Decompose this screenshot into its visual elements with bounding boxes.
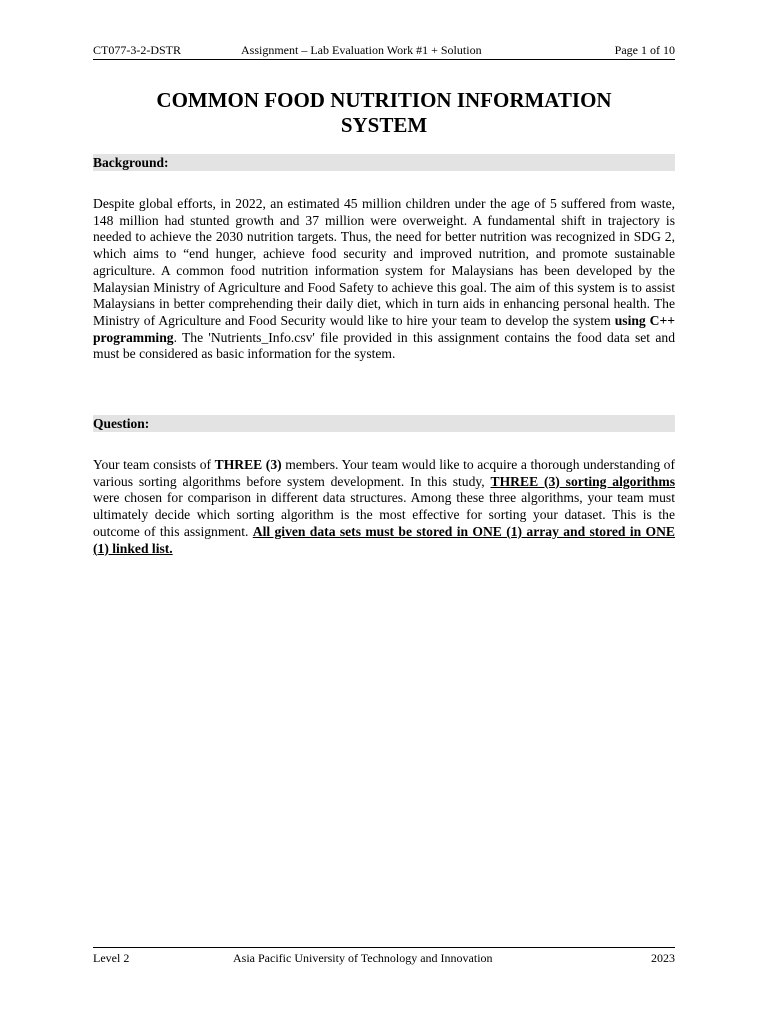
- question-emphasis-b: All given data sets must be stored in ONE (1) array and stored in ONE (1) linked list.: [93, 523, 675, 556]
- page-header: [93, 42, 675, 60]
- footer-level: Level 2: [93, 951, 130, 965]
- background-text-a: Despite global efforts, in 2022, an estimated 45 million children under the age of 5 suffered from waste, 148 million had stunted growth and 37 million were overweight. A fundamental shift in trajectory is needed to achieve the 2030 nutrition targets. Thus, the need for better nutrition was recognized in SDG 2, which aims to “end hunger, achieve food security and improved nutrition, and promote sustainable agriculture. A common food nutrition information system for Malaysians has been developed by the Malaysian Ministry of Agriculture and Food Safety to achieve this goal. The aim of this system is to assist Malaysians in better comprehending their daily diet, which in turn aids in enhancing personal health. The Ministry of Agriculture and Food Security would like to hire your team to develop the system: [93, 196, 675, 328]
- document-title-header: Assignment – Lab Evaluation Work #1 + Solution: [241, 43, 482, 57]
- background-text-b: . The 'Nutrients_Info.csv' file provided in this assignment contains the food data set and must be considered as basic information for the system.: [93, 329, 675, 362]
- question-bold-a: THREE (3): [214, 457, 282, 472]
- background-heading: Background:: [93, 154, 675, 171]
- question-text-c: were chosen for comparison in different data structures. Among these three algorithms, your team must ultimately decide which sorting algorithm is the most effective for sorting your dataset. This is the outcome of this assignment.: [93, 490, 675, 539]
- footer-year: 2023: [651, 951, 675, 965]
- title-line-1: COMMON FOOD NUTRITION INFORMATION: [156, 88, 612, 112]
- course-code: CT077-3-2-DSTR: [93, 43, 181, 57]
- question-emphasis-a: THREE (3) sorting algorithms: [490, 473, 675, 489]
- footer-university: Asia Pacific University of Technology and Innovation: [233, 951, 493, 965]
- background-text-bold: using C++ programming: [93, 312, 675, 345]
- background-paragraph: [93, 196, 675, 363]
- question-text-b: members. Your team would like to acquire a thorough understanding of various sorting algorithms before system development. In this study,: [93, 457, 676, 489]
- question-paragraph: [93, 457, 675, 557]
- question-heading: Question:: [93, 415, 675, 432]
- question-text-a: Your team consists of: [93, 457, 215, 472]
- document-title: [93, 88, 675, 138]
- title-line-2: SYSTEM: [340, 113, 428, 137]
- page-number: Page 1 of 10: [614, 43, 675, 57]
- page-footer: [93, 947, 675, 966]
